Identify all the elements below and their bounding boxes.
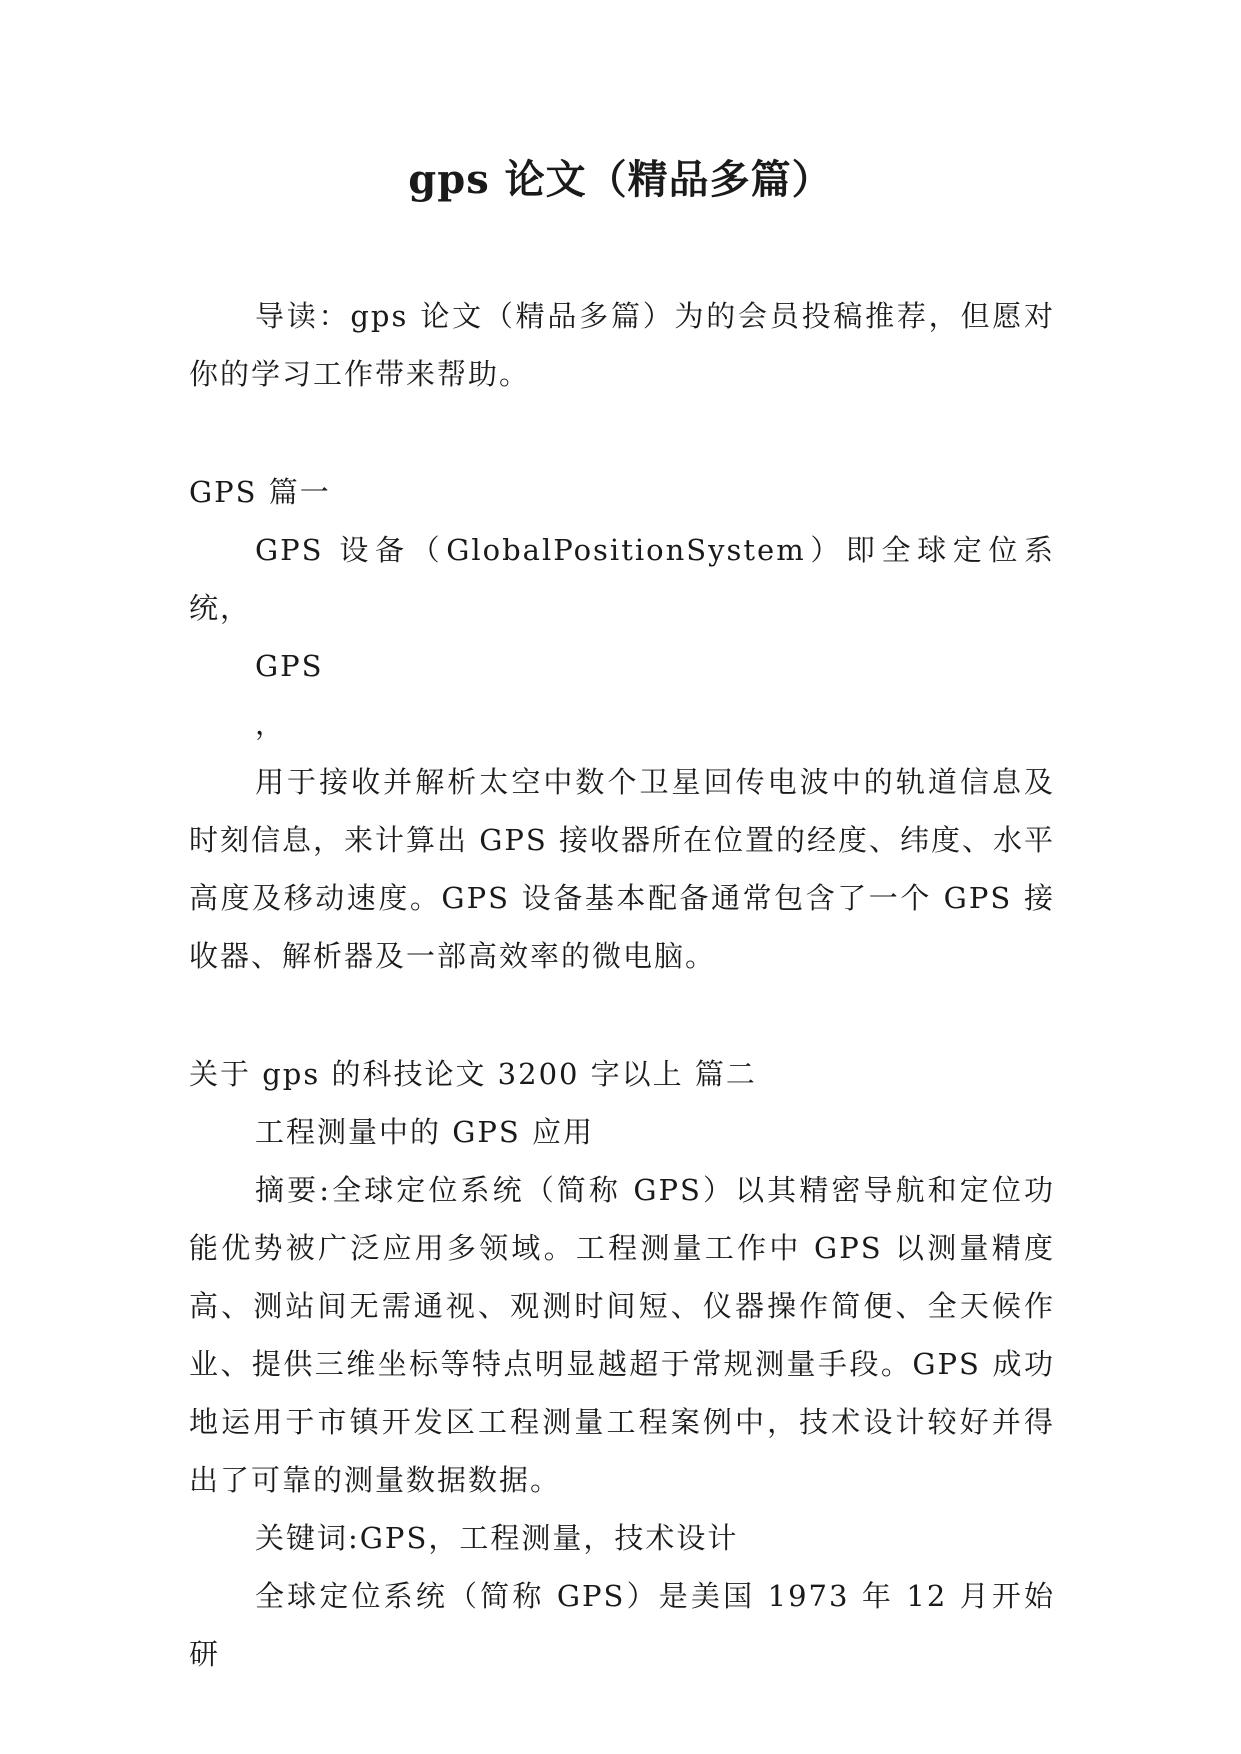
keywords-paragraph: 关键词:GPS，工程测量，技术设计 — [255, 1521, 739, 1555]
section2-subtitle: 工程测量中的 GPS 应用 — [255, 1115, 594, 1149]
intro-paragraph: 导读：gps 论文（精品多篇）为的会员投稿推荐，但愿对你的学习工作带来帮助。 — [189, 299, 1055, 391]
abstract-paragraph: 摘要:全球定位系统（简称 GPS）以其精密导航和定位功能优势被广泛应用多领域。工程测量工作中 GPS 以测量精度高、测站间无需通视、观测时间短、仪器操作简便、全天候作业、提供三维坐标等特点明显越超于常规测量手段。GPS 成功地运用于市镇开发区工程测量工程案例中，技术设计较好并得出了可靠的测量数据数据。 — [189, 1173, 1055, 1497]
section1-paragraph-1: GPS 设备（GlobalPositionSystem）即全球定位系统， — [189, 533, 1055, 625]
spacer — [189, 985, 1055, 1045]
document-body — [189, 287, 1055, 1683]
spacer — [189, 403, 1055, 463]
section1-paragraph-4: 用于接收并解析太空中数个卫星回传电波中的轨道信息及时刻信息，来计算出 GPS 接收器所在位置的经度、纬度、水平高度及移动速度。GPS 设备基本配备通常包含了一个 GPS 接收器、解析器及一部高效率的微电脑。 — [189, 765, 1055, 973]
section1-heading: GPS 篇一 — [189, 475, 331, 509]
section2-last-paragraph: 全球定位系统（简称 GPS）是美国 1973 年 12 月开始研 — [189, 1579, 1055, 1671]
section1-paragraph-3: ， — [255, 707, 287, 741]
document-title: gps 论文（精品多篇） — [408, 156, 833, 203]
section2-heading: 关于 gps 的科技论文 3200 字以上 篇二 — [189, 1057, 757, 1091]
section1-paragraph-2: GPS — [255, 649, 324, 683]
